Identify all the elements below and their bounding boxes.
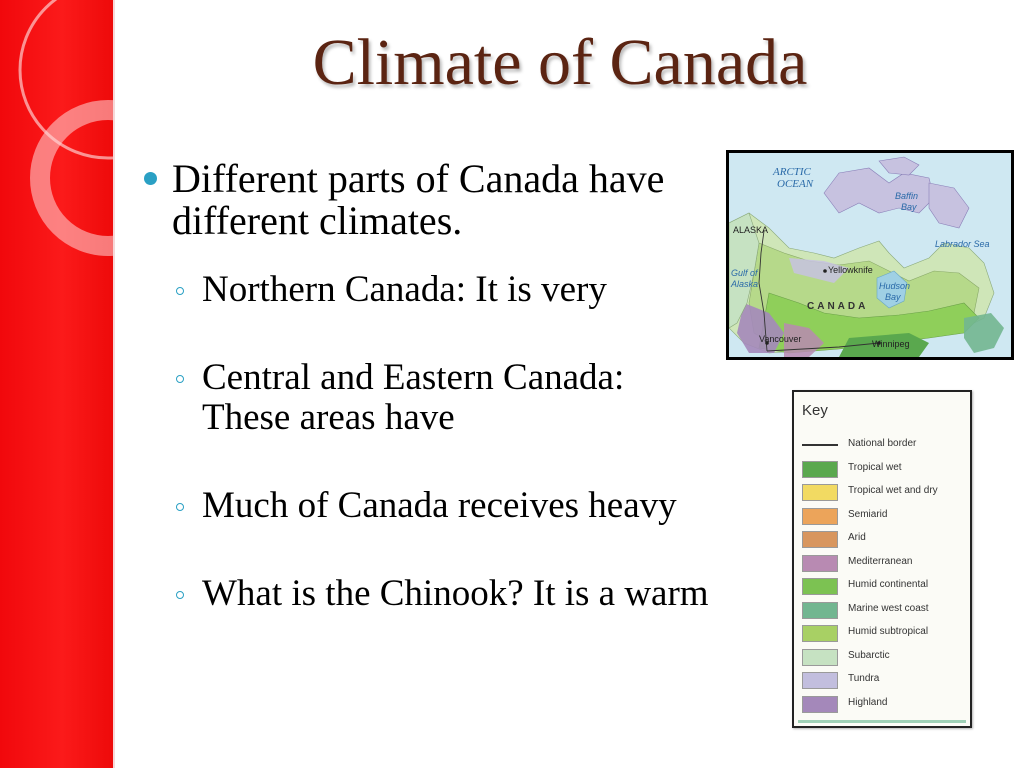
canada-climate-map bbox=[726, 150, 1014, 360]
key-title: Key bbox=[802, 402, 828, 419]
map-label-vancouver: Vancouver bbox=[759, 334, 802, 344]
map-graphic bbox=[729, 153, 1011, 357]
key-item bbox=[794, 646, 970, 670]
map-label-winnipeg: Winnipeg bbox=[872, 339, 910, 349]
sidebar-rings-decoration bbox=[0, 0, 113, 768]
key-item-label: Humid subtropical bbox=[848, 626, 929, 637]
key-item-label: Marine west coast bbox=[848, 602, 929, 614]
sub-bullet-text: What is the Chinook? It is a warm bbox=[202, 573, 709, 614]
key-item bbox=[794, 481, 970, 505]
slide-content bbox=[140, 158, 720, 662]
key-item bbox=[794, 669, 970, 693]
key-item-label: Arid bbox=[848, 532, 866, 543]
key-item bbox=[794, 575, 970, 599]
key-item bbox=[794, 505, 970, 529]
key-swatch bbox=[802, 461, 838, 478]
slide-title: Climate of Canada bbox=[312, 26, 808, 99]
key-item-label: Tropical wet and dry bbox=[848, 485, 938, 496]
sub-bullet bbox=[140, 270, 720, 310]
national-border-line-icon bbox=[802, 444, 838, 446]
map-label-alaska: ALASKA bbox=[733, 225, 769, 235]
sub-bullet-ring-icon bbox=[176, 375, 184, 383]
key-item bbox=[794, 458, 970, 482]
key-bottom-stripe bbox=[798, 720, 966, 723]
key-swatch bbox=[802, 672, 838, 689]
key-item bbox=[794, 552, 970, 576]
sub-bullet-ring-icon bbox=[176, 287, 184, 295]
decorative-sidebar bbox=[0, 0, 113, 768]
key-item-national-border bbox=[794, 434, 970, 458]
map-label-gulf-of-alaska: Gulf of bbox=[731, 268, 758, 278]
map-label-hudson-bay: Hudson bbox=[879, 281, 911, 291]
key-swatch bbox=[802, 649, 838, 666]
key-swatch bbox=[802, 602, 838, 619]
key-swatch bbox=[802, 508, 838, 525]
key-item bbox=[794, 693, 970, 717]
map-label-baffin-bay: Baffin bbox=[895, 191, 919, 201]
sub-bullet bbox=[140, 486, 720, 526]
sidebar-edge bbox=[113, 0, 115, 768]
key-item-label: Semiarid bbox=[848, 508, 888, 520]
key-item bbox=[794, 622, 970, 646]
key-item bbox=[794, 599, 970, 623]
key-list bbox=[794, 434, 970, 716]
map-label-hudson-bay-line2: Bay bbox=[885, 292, 901, 302]
key-swatch bbox=[802, 625, 838, 642]
sub-bullet-text: Much of Canada receives heavy bbox=[202, 485, 677, 526]
sub-bullet bbox=[140, 574, 720, 614]
sub-bullet-text: Central and Eastern Canada: These areas have bbox=[202, 357, 625, 438]
map-label-labrador-sea: Labrador Sea bbox=[935, 239, 990, 249]
key-item bbox=[794, 528, 970, 552]
key-swatch bbox=[802, 531, 838, 548]
key-item-label: Tundra bbox=[848, 673, 880, 684]
key-item-label: Subarctic bbox=[848, 649, 890, 661]
sub-bullet-ring-icon bbox=[176, 503, 184, 511]
key-swatch bbox=[802, 578, 838, 595]
bullet-dot-icon bbox=[144, 172, 157, 185]
bullet-main-text: Different parts of Canada have different climates. bbox=[172, 156, 665, 243]
map-label-yellowknife: Yellowknife bbox=[828, 265, 873, 275]
map-label-gulf-of-alaska-line2: Alaska bbox=[731, 279, 759, 289]
map-label-baffin-bay-line2: Bay bbox=[901, 202, 917, 212]
sub-bullet bbox=[140, 358, 720, 438]
key-item-label: National border bbox=[848, 438, 917, 449]
key-item-label: Tropical wet bbox=[848, 461, 902, 473]
key-swatch bbox=[802, 696, 838, 713]
key-swatch bbox=[802, 555, 838, 572]
key-item-label: Mediterranean bbox=[848, 555, 913, 567]
map-key-legend bbox=[792, 390, 972, 728]
key-item-label: Humid continental bbox=[848, 579, 929, 590]
bullet-main bbox=[140, 158, 720, 242]
sub-bullet-text: Northern Canada: It is very bbox=[202, 269, 607, 310]
map-label-canada: CANADA bbox=[807, 301, 869, 312]
key-swatch bbox=[802, 484, 838, 501]
map-label-arctic-ocean: ARCTIC bbox=[773, 166, 811, 178]
sub-bullet-ring-icon bbox=[176, 591, 184, 599]
key-item-label: Highland bbox=[848, 696, 888, 708]
map-label-arctic-ocean-line2: OCEAN bbox=[777, 178, 814, 190]
